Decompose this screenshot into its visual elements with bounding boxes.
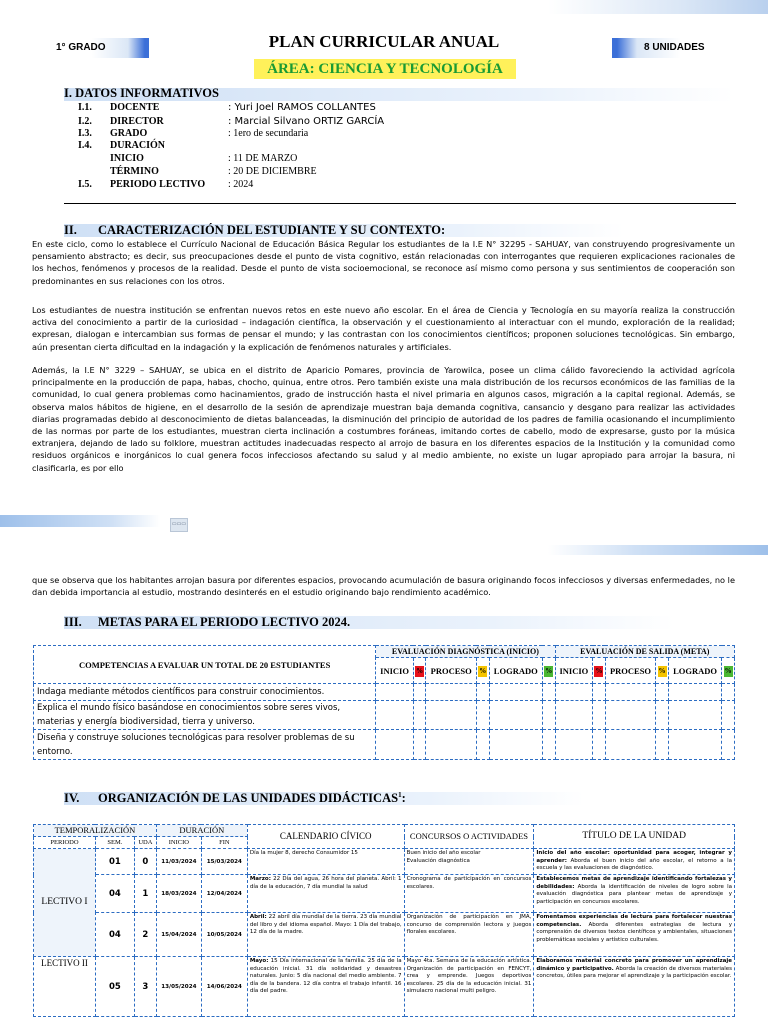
unit-row <box>34 913 735 957</box>
info-label: INICIO <box>110 153 144 164</box>
level-header: INICIO <box>555 658 593 684</box>
fin-cell: 15/03/2024 <box>201 849 247 875</box>
percent-marker: % <box>416 666 424 675</box>
info-num: I.4. <box>78 140 92 151</box>
level-header: PROCESO <box>426 658 476 684</box>
section2-title: CARACTERIZACIÓN DEL ESTUDIANTE Y SU CONTEXTO: <box>98 223 446 237</box>
calendario-text: 15 Día internacional de la familia. 25 día de la educación inicial. 31 día solidaridad y desastres naturales. Junio: 5 día nacional del medio ambiente. 7 día de la bandera. 12 día contra el trabajo infantil. 16 día del padre. <box>249 958 402 994</box>
calendario-cell <box>247 875 404 913</box>
percent-marker: % <box>545 666 553 675</box>
paragraph-4: que se observa que los habitantes arrojan basura por diferentes espacios, provocando acumulación de basura originando focos infecciosos y diversas enfermedades, no le dan debida importancia al estudio, mostrando desinterés en el estudio originando bajo rendimiento académico. <box>32 575 735 598</box>
section1-title: I. DATOS INFORMATIVOS <box>64 86 219 100</box>
fin-cell: 12/04/2024 <box>201 875 247 913</box>
level-header: LOGRADO <box>489 658 542 684</box>
unit-row <box>34 957 735 1017</box>
competencia-1: Indaga mediante métodos científicos para construir conocimientos. <box>34 684 376 701</box>
uda-cell: 3 <box>134 957 156 1017</box>
duracion-header: DURACIÓN <box>156 825 247 837</box>
titulo-text: Aborda diferentes estrategias de lectura y comprensión de diversos textos científicos y ambientales, situaciones problemáticas sociales y artístico culturales. <box>536 921 732 943</box>
sem-cell: 04 <box>95 913 134 957</box>
page-break-band <box>548 545 768 555</box>
uda-cell: 1 <box>134 875 156 913</box>
section3-title: METAS PARA EL PERIODO LECTIVO 2024. <box>98 615 351 629</box>
section2-num: II. <box>64 223 77 237</box>
level-header: PROCESO <box>605 658 655 684</box>
info-value: : 1ero de secundaria <box>228 128 309 139</box>
titulo-text: Aborda el buen inicio del año escolar, el retorno a la escuela y las evaluaciones de diagnóstico. <box>536 857 732 871</box>
percent-cell <box>722 658 735 684</box>
calendario-text: 22 Día del agua, 26 hora del planeta. Abril: 1 día de la educación, 7 día mundial la salud <box>249 876 402 890</box>
concursos-cell: Organización de participación en JMA, concurso de comprensión lectora y juegos florales escolares. <box>404 913 534 957</box>
percent-marker: % <box>595 666 603 675</box>
info-label: DURACIÓN <box>110 140 165 151</box>
page-break-band <box>0 515 160 527</box>
area-title: ÁREA: CIENCIA Y TECNOLOGÍA <box>254 59 516 79</box>
uda-cell: 2 <box>134 913 156 957</box>
titulo-bold: Establecemos metas de aprendizaje identificando fortalezas y debilidades: <box>536 876 732 890</box>
competencia-row <box>34 730 735 760</box>
percent-marker: % <box>658 666 666 675</box>
page-title: PLAN CURRICULAR ANUAL <box>268 32 500 51</box>
inicio-header: INICIO <box>156 837 201 849</box>
temporalizacion-header: TEMPORALIZACIÓN <box>34 825 157 837</box>
units-tag: 8 UNIDADES <box>612 38 737 58</box>
competencia-3: Diseña y construye soluciones tecnológicas para resolver problemas de su entorno. <box>34 730 376 760</box>
page-break-icon: ▭▭▭ <box>170 518 188 532</box>
section4-title: ORGANIZACIÓN DE LAS UNIDADES DIDÁCTICAS$^1$: <box>98 791 406 806</box>
percent-cell <box>542 658 555 684</box>
section3-num: III. <box>64 615 82 629</box>
sem-cell: 01 <box>95 849 134 875</box>
competencias-header: COMPETENCIAS A EVALUAR UN TOTAL DE 20 ESTUDIANTES <box>34 646 376 684</box>
inicio-cell: 13/05/2024 <box>156 957 201 1017</box>
fin-cell: 10/05/2024 <box>201 913 247 957</box>
info-label: GRADO <box>110 128 148 139</box>
sem-cell: 04 <box>95 875 134 913</box>
divider <box>64 203 736 204</box>
grade-tag: 1° GRADO <box>44 38 149 58</box>
info-num: I.2. <box>78 116 92 127</box>
titulo-bold: Fomentamos experiencias de lectura para fortalecer nuestras competencias. <box>536 914 732 928</box>
titulo-header: TÍTULO DE LA UNIDAD <box>534 825 735 849</box>
calendario-text: 22 abril día mundial de la tierra. 23 día mundial del libro y del idioma español. Mayo: 1 Día del trabajo, 12 día de la madre. <box>249 914 402 935</box>
titulo-bold: Inicio del año escolar: oportunidad para acoger, integrar y aprender: <box>536 850 732 864</box>
info-label: PERIODO LECTIVO <box>110 179 206 190</box>
concursos-cell: Buen inicio del año escolar Evaluación diagnóstica <box>404 849 534 875</box>
periodo-cell: LECTIVO II <box>34 957 96 1017</box>
titulo-cell <box>534 957 735 1017</box>
header-decoration <box>548 0 768 14</box>
percent-cell <box>593 658 606 684</box>
paragraph-2: Los estudiantes de nuestra institución se enfrentan nuevos retos en este nuevo año escolar. En el área de Ciencia y Tecnología en su mayoría realiza la construcción activa del conocimiento a partir de la curiosidad – indagación científica, la observación y el cuestionamiento al interactuar con el mundo, exploración de la realidad; expresan, dialogan e intercambian sus formas de pensar el mundo; y las contrastan con los conocimientos científicos; proponen soluciones tecnológicas. Sin embargo, aún presentan cierta dificultad en la indagación y la explicación de fenómenos naturales y artificiales. <box>32 305 735 352</box>
metas-table <box>33 645 735 760</box>
unidades-table <box>33 824 735 1017</box>
section4-num: IV. <box>64 791 80 805</box>
calendario-text: Día la mujer 8, derecho Consumidor 15 <box>249 850 358 856</box>
level-header: INICIO <box>376 658 414 684</box>
info-value: : 11 DE MARZO <box>228 153 298 164</box>
concursos-header: CONCURSOS O ACTIVIDADES <box>404 825 534 849</box>
periodo-cell: LECTIVO I <box>34 849 96 957</box>
percent-marker: % <box>479 666 487 675</box>
calendario-cell <box>247 957 404 1017</box>
titulo-cell <box>534 875 735 913</box>
info-label: DIRECTOR <box>110 116 164 127</box>
uda-cell: 0 <box>134 849 156 875</box>
info-value: : 20 DE DICIEMBRE <box>228 166 317 177</box>
percent-cell <box>656 658 669 684</box>
info-num: I.1. <box>78 102 92 113</box>
info-num: I.3. <box>78 128 92 139</box>
sem-cell: 05 <box>95 957 134 1017</box>
fin-cell: 14/06/2024 <box>201 957 247 1017</box>
inicio-cell: 15/04/2024 <box>156 913 201 957</box>
titulo-cell <box>534 913 735 957</box>
titulo-text: Aborda la identificación de niveles de logro sobre la evaluación diagnóstica para plantear metas de aprendizaje y participación en concursos escolares. <box>536 883 732 905</box>
calendario-cell <box>247 849 404 875</box>
titulo-text: Aborda la creación de diversos materiales concretos, útiles para mejorar el aprendizaje y la participación escolar. <box>536 965 733 979</box>
competencia-row <box>34 684 735 701</box>
competencia-row <box>34 701 735 730</box>
info-value: : Marcial Silvano ORTIZ GARCÍA <box>228 116 385 127</box>
inicio-cell: 18/03/2024 <box>156 875 201 913</box>
paragraph-1: En este ciclo, como lo establece el Currículo Nacional de Educación Básica Regular los estudiantes de la I.E N° 32295 - SAHUAY, van construyendo progresivamente un pensamiento abstracto; es decir, sus preocupaciones desde el punto de vista cognitivo, están relacionadas con interrogantes que requieren explicaciones racionales de los hechos, fenómenos y procesos de la realidad. Desde el punto de vista socioemocional, se reconoce así mismo como persona y sus sentimientos de cooperación son predominantes en sus relaciones con los otros. <box>32 239 735 286</box>
calendario-month: Marzo: <box>249 876 271 882</box>
sem-header: SEM. <box>95 837 134 849</box>
percent-cell <box>476 658 489 684</box>
titulo-bold: Elaboramos material concreto para promover un aprendizaje dinámico y participativo. <box>536 958 732 972</box>
unit-row <box>34 849 735 875</box>
calendario-header: CALENDARIO CÍVICO <box>247 825 404 849</box>
info-label: TÉRMINO <box>110 166 159 177</box>
uda-header: UDA <box>134 837 156 849</box>
concursos-cell: Cronograma de participación en concursos escolares. <box>404 875 534 913</box>
inicio-cell: 11/03/2024 <box>156 849 201 875</box>
percent-cell <box>413 658 426 684</box>
info-num: I.5. <box>78 179 92 190</box>
salida-header: EVALUACIÓN DE SALIDA (META) <box>555 646 734 658</box>
level-header: LOGRADO <box>668 658 721 684</box>
percent-marker: % <box>724 666 732 675</box>
titulo-cell <box>534 849 735 875</box>
periodo-header: PERIODO <box>34 837 96 849</box>
calendario-month: Mayo: <box>249 958 269 964</box>
calendario-month: Abril: <box>249 914 267 920</box>
info-label: DOCENTE <box>110 102 160 113</box>
calendario-cell <box>247 913 404 957</box>
concursos-cell: Mayo 4ta. Semana de la educación artística. Organización de participación en FENCYT, crea y emprende. Juegos deportivos escolares. 25 día de la educación inicial. 31 simulacro nacional multi peligro. <box>404 957 534 1017</box>
paragraph-3: Además, la I.E N° 3229 – SAHUAY, se ubica en el distrito de Aparicio Pomares, provincia de Yarowilca, posee un clima cálido favoreciendo la actividad agrícola principalmente en la producción de papa, habas, chocho, quinua, entre otros. Pero también existe una mala distribución de los recursos económicos de las familias de la comunidad, lo cual genera problemas como hacinamientos, grado de instrucción hasta el nivel primaria en algunos casos, migración a la capital regional. Además, se observa malos hábitos de higiene, en el desarrollo de la sesión de aprendizaje muestran baja demanda cognitiva, cansancio y desgano para realizar las actividades diarias programadas debido al desconocimiento de dietas balanceadas, la disminución del principio de autoridad de los padres de familia ocasionando el incumplimiento de las normas por parte de los estudiantes, muestran cierta inclinación a costumbres foráneas, imitando cortes de cabello, modo de expresarse, gusto por la música extranjera, dejando de lado su folklore, muestran actitudes inadecuadas respecto al arrojo de basura en los diferentes espacios de la Institución y la comunidad como residuos orgánicos e inorgánicos lo cual genera focos infecciosos afectando su salud y al medio ambiente, no existe un lugar apropiado para arrojar la basura, ni clasificarla, es por ello <box>32 365 735 473</box>
info-value: : 2024 <box>228 179 254 190</box>
info-value: : Yuri Joel RAMOS COLLANTES <box>228 102 376 113</box>
fin-header: FIN <box>201 837 247 849</box>
unit-row <box>34 875 735 913</box>
diag-header: EVALUACIÓN DIAGNÓSTICA (INICIO) <box>376 646 555 658</box>
competencia-2: Explica el mundo físico basándose en conocimientos sobre seres vivos, materias y energía biodiversidad, tierra y universo. <box>34 701 376 730</box>
